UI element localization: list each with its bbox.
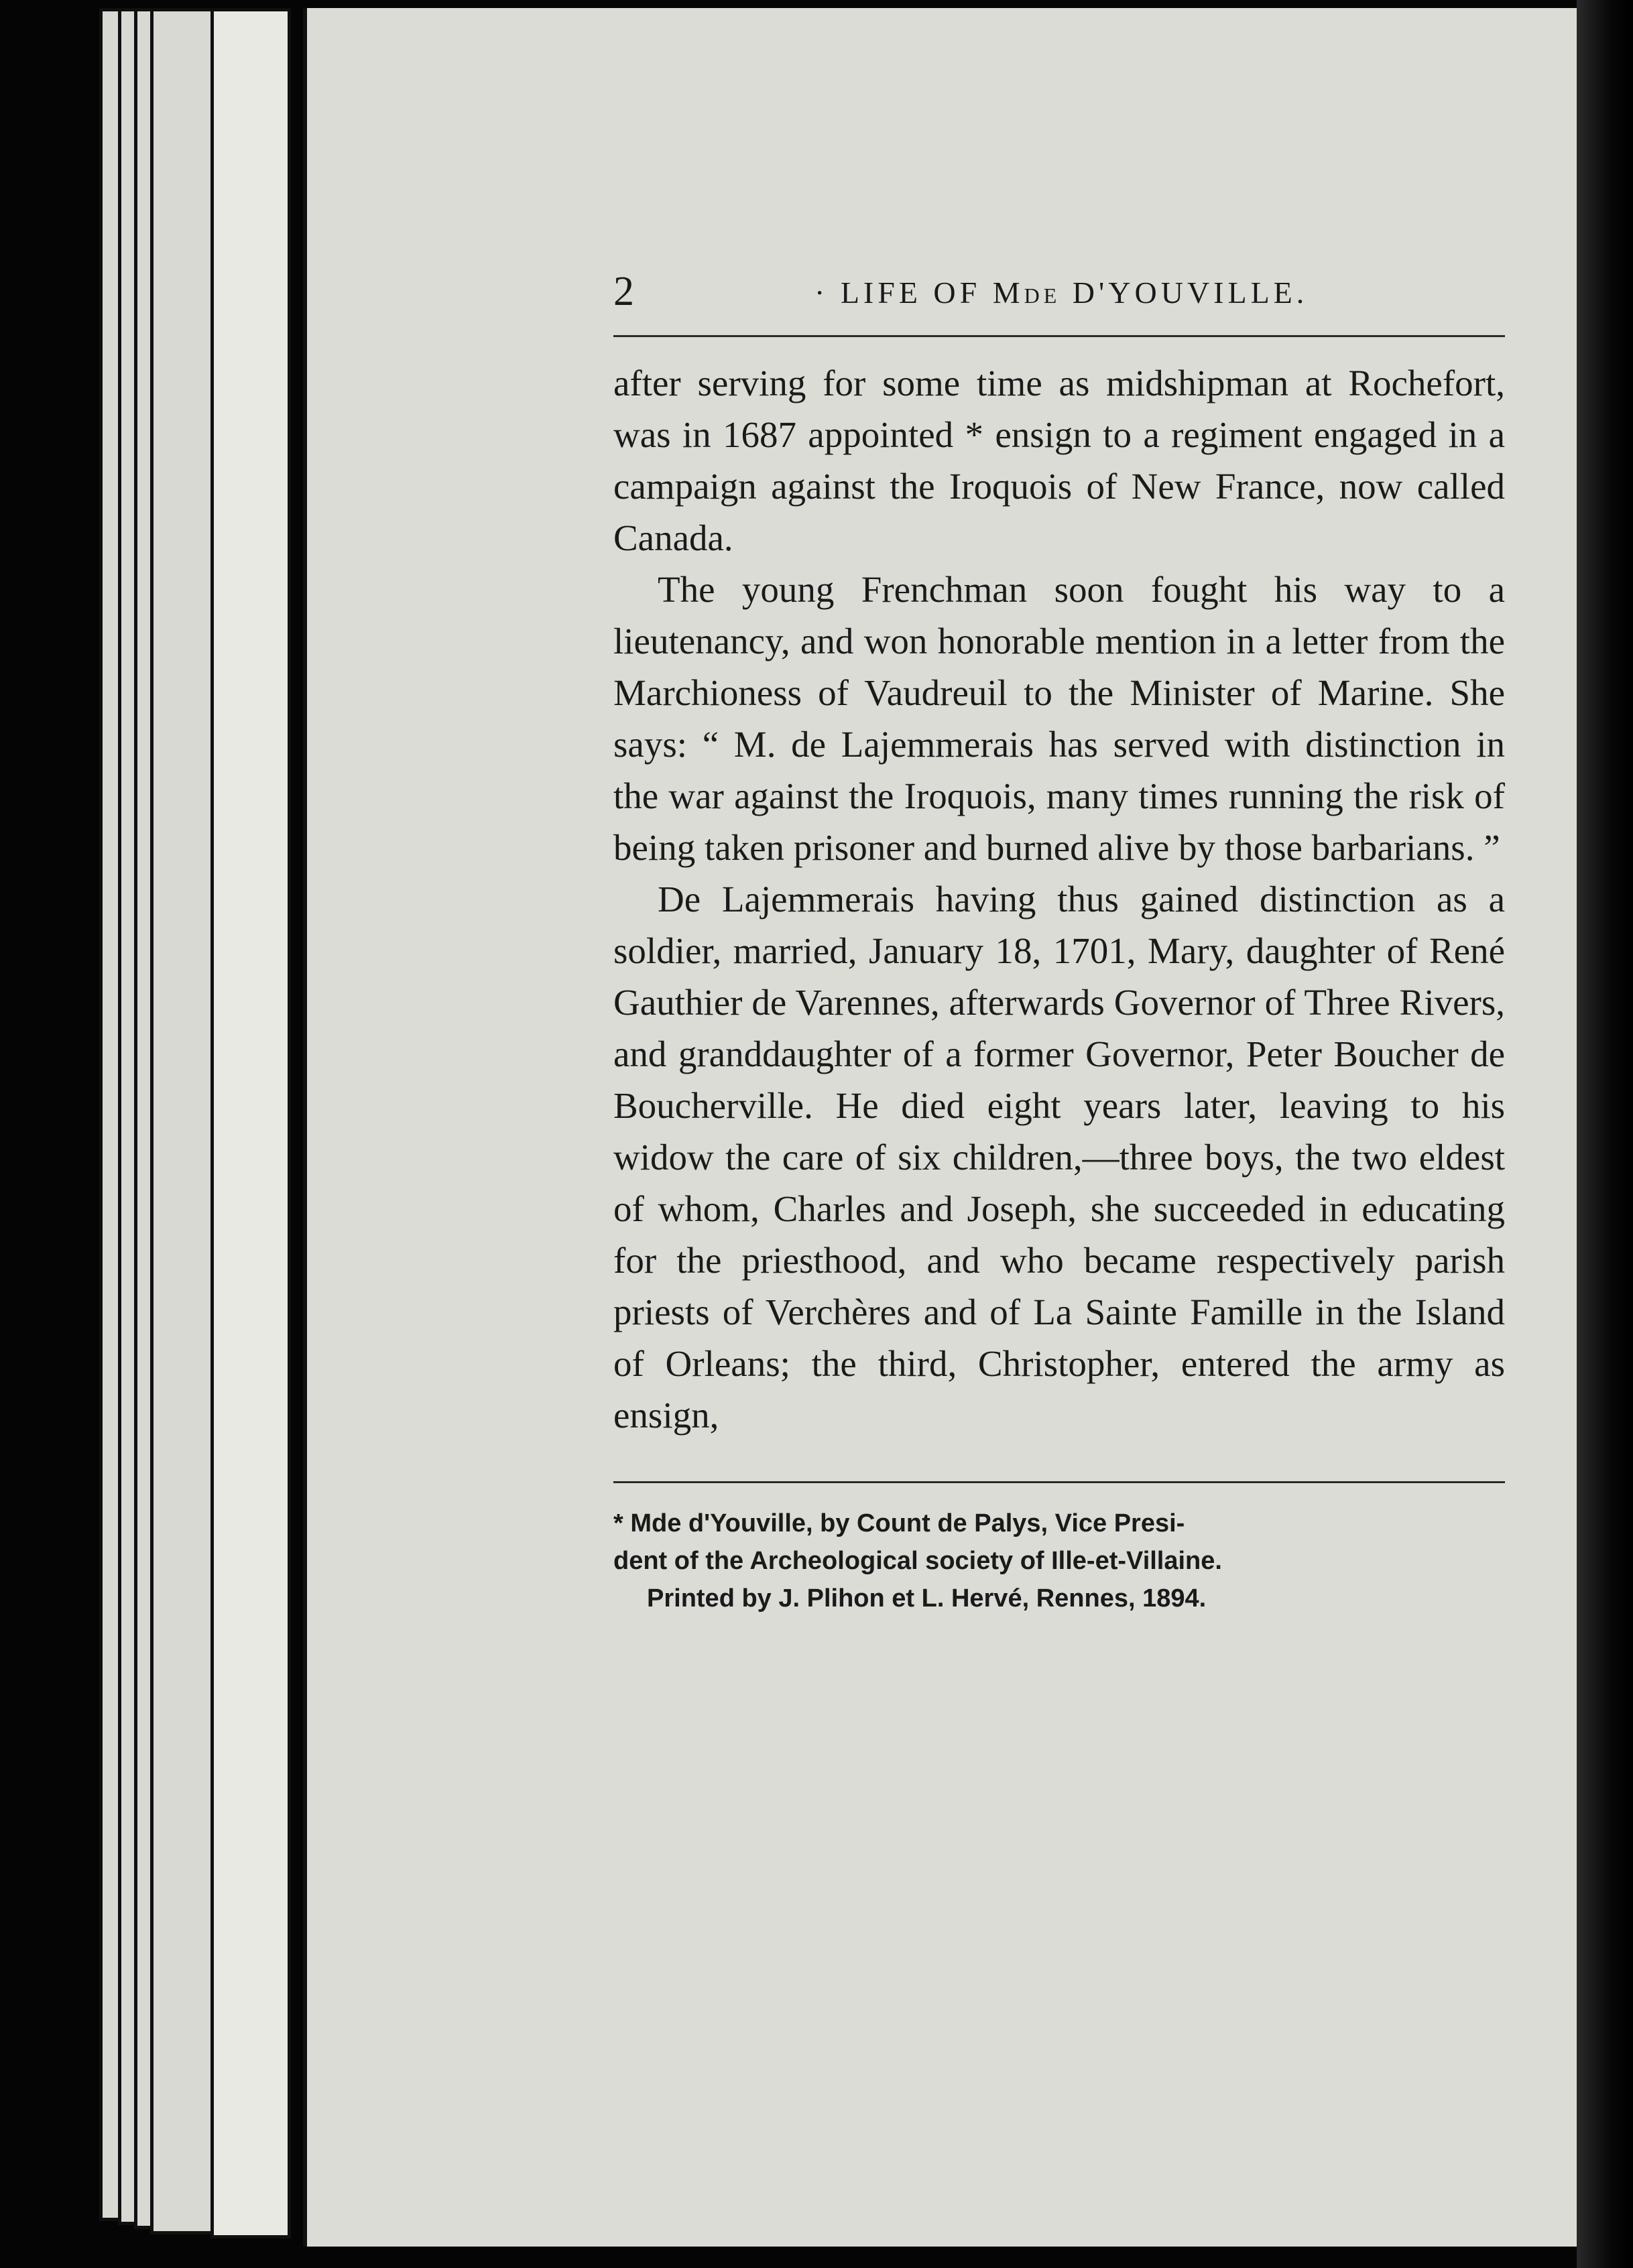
running-head-title: · LIFE OF Mde D'YOUVILLE. — [814, 275, 1309, 310]
footnote-line-2: dent of the Archeological society of Ille-et-Villaine. — [613, 1547, 1222, 1575]
footnote — [613, 1505, 1505, 1617]
page-text-block — [613, 261, 1505, 1617]
footnote-line-1: * Mde d'Youville, by Count de Palys, Vice Presi- — [613, 1509, 1185, 1537]
running-head — [613, 261, 1505, 328]
header-rule — [613, 335, 1505, 337]
footnote-line-3: Printed by J. Plihon et L. Hervé, Rennes, 1894. — [647, 1584, 1207, 1613]
paragraph-1: after serving for some time as midshipman at Rochefort, was in 1687 appointed * ensign to a regiment engaged in a campaign against the Iroquois of New France, now called Canada. — [613, 363, 1505, 558]
page-number: 2 — [613, 269, 634, 314]
body-text — [613, 357, 1505, 1441]
paragraph-2: The young Frenchman soon fought his way to a lieutenancy, and won honorable mention in a letter from the Marchioness of Vaudreuil to the Minister of Marine. She says: “ M. de Lajemmerais has served with distinction in the war against the Iroquois, many times running the risk of being taken prisoner and burned alive by those barbarians. ” — [613, 569, 1505, 868]
page-edge — [210, 8, 291, 2239]
gutter-shadow — [1577, 0, 1633, 2268]
footnote-rule — [613, 1481, 1505, 1483]
paragraph-3: De Lajemmerais having thus gained distinction as a soldier, married, January 18, 1701, Mary, daughter of René Gauthier de Varennes, afterwards Governor of Three Rivers, and granddaughter of a former Governor, Peter Boucher de Boucherville. He died eight years later, leaving to his widow the care of six children,—three boys, the two eldest of whom, Charles and Joseph, she succeeded in educating for the priesthood, and who became respectively parish priests of Verchères and of La Sainte Famille in the Island of Orleans; the third, Christopher, entered the army as ensign, — [613, 879, 1505, 1436]
page-edge — [150, 8, 217, 2234]
